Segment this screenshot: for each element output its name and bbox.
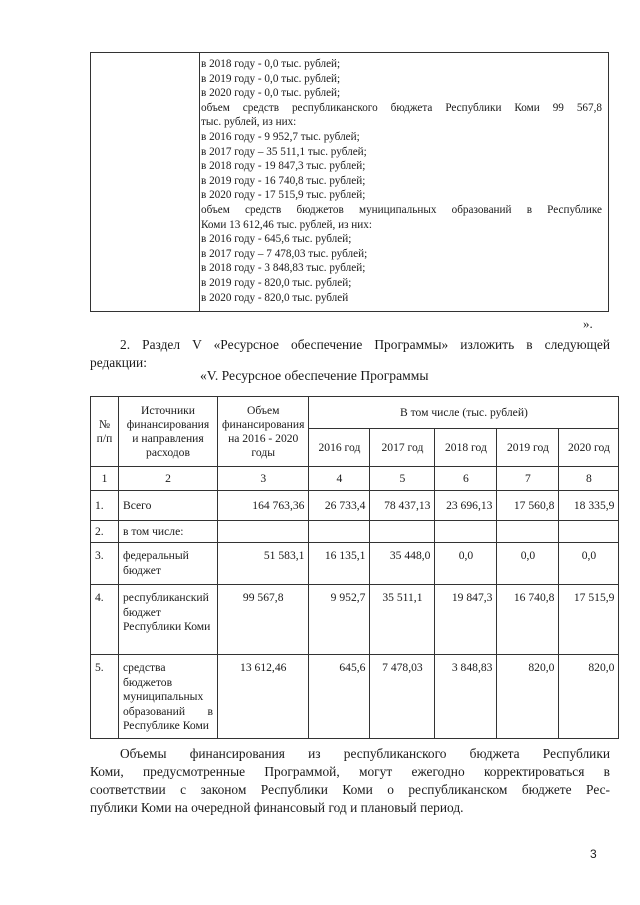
row-total: 13 612,46 xyxy=(218,655,309,739)
row-value: 78 437,13 xyxy=(370,491,435,521)
row-name: Всего xyxy=(119,491,218,521)
col-number: 4 xyxy=(309,467,370,491)
row-value xyxy=(370,521,435,543)
row-value: 19 847,3 xyxy=(435,585,497,655)
funding-line: в 2018 году - 3 848,83 тыс. рублей; xyxy=(201,262,366,275)
passport-table-fragment xyxy=(90,52,609,312)
row-num: 1. xyxy=(91,491,119,521)
row-value: 0,0 xyxy=(497,543,559,585)
funding-line: в 2020 году - 0,0 тыс. рублей; xyxy=(201,87,341,100)
header-year: 2017 год xyxy=(370,429,435,467)
empty-label-cell xyxy=(91,53,200,311)
table-row xyxy=(91,585,619,655)
row-name: средства бюджетов муниципальных образований в Республике Коми xyxy=(119,655,218,739)
closing-paragraph xyxy=(90,745,610,817)
row-value: 18 335,9 xyxy=(559,491,619,521)
funding-line: тыс. рублей, из них: xyxy=(201,116,297,129)
funding-line: Коми 13 612,46 тыс. рублей, из них: xyxy=(201,218,372,231)
col-number: 5 xyxy=(370,467,435,491)
header-total: Объем финансирования на 2016 - 2020 годы xyxy=(218,397,309,467)
row-value: 0,0 xyxy=(435,543,497,585)
funding-line: в 2016 году - 9 952,7 тыс. рублей; xyxy=(201,130,360,143)
table-row xyxy=(91,491,619,521)
funding-line: объем средств бюджетов муниципальных образований в Республике xyxy=(201,203,602,216)
section-title: «V. Ресурсное обеспечение Программы xyxy=(200,368,429,383)
row-num: 3. xyxy=(91,543,119,585)
header-num: № п/п xyxy=(91,397,119,467)
row-value: 16 740,8 xyxy=(497,585,559,655)
row-value: 17 560,8 xyxy=(497,491,559,521)
paragraph-line: Объемы финансирования из республиканского бюджета Республики xyxy=(120,746,610,761)
row-value: 17 515,9 xyxy=(559,585,619,655)
funding-line: в 2019 году - 820,0 тыс. рублей; xyxy=(201,276,352,289)
row-value xyxy=(309,521,370,543)
row-num: 5. xyxy=(91,655,119,739)
funding-details-cell xyxy=(201,57,602,305)
table-row xyxy=(91,521,619,543)
page-number: 3 xyxy=(590,847,597,861)
row-value: 26 733,4 xyxy=(309,491,370,521)
row-total xyxy=(218,521,309,543)
row-total: 99 567,8 xyxy=(218,585,309,655)
funding-line: объем средств республиканского бюджета Республики Коми 99 567,8 xyxy=(201,101,602,114)
row-value: 7 478,03 xyxy=(370,655,435,739)
row-value xyxy=(559,521,619,543)
closing-quote: ». xyxy=(583,316,593,331)
column-number-row xyxy=(91,467,619,491)
funding-line: в 2020 году - 820,0 тыс. рублей xyxy=(201,291,349,304)
row-value xyxy=(497,521,559,543)
paragraph-line: соответствии с законом Республики Коми о республиканском бюджете Рес- xyxy=(90,782,610,797)
row-value: 0,0 xyxy=(559,543,619,585)
paragraph-line: редакции: xyxy=(90,355,147,370)
table-row xyxy=(91,655,619,739)
paragraph-line: 2. Раздел V «Ресурсное обеспечение Программы» изложить в следующей xyxy=(120,337,610,352)
funding-line: в 2016 году - 645,6 тыс. рублей; xyxy=(201,233,352,246)
row-name: федеральный бюджет xyxy=(119,543,218,585)
row-value: 23 696,13 xyxy=(435,491,497,521)
funding-line: в 2020 году - 17 515,9 тыс. рублей; xyxy=(201,189,366,202)
col-number: 3 xyxy=(218,467,309,491)
header-including: В том числе (тыс. рублей) xyxy=(309,397,619,429)
row-value: 3 848,83 xyxy=(435,655,497,739)
col-number: 2 xyxy=(119,467,218,491)
row-value: 820,0 xyxy=(559,655,619,739)
row-value: 16 135,1 xyxy=(309,543,370,585)
amendment-paragraph xyxy=(90,336,610,372)
table-row xyxy=(91,543,619,585)
row-total: 51 583,1 xyxy=(218,543,309,585)
col-number: 1 xyxy=(91,467,119,491)
row-name: в том числе: xyxy=(119,521,218,543)
header-year: 2020 год xyxy=(559,429,619,467)
row-value xyxy=(435,521,497,543)
funding-line: в 2019 году - 0,0 тыс. рублей; xyxy=(201,72,341,85)
row-num: 2. xyxy=(91,521,119,543)
row-value: 35 511,1 xyxy=(370,585,435,655)
paragraph-line: публики Коми на очередной финансовый год и плановый период. xyxy=(90,800,464,815)
row-name: республиканский бюджет Республики Коми xyxy=(119,585,218,655)
funding-line: в 2017 году – 35 511,1 тыс. рублей; xyxy=(201,145,367,158)
funding-line: в 2018 году - 0,0 тыс. рублей; xyxy=(201,58,341,70)
funding-line: в 2018 году - 19 847,3 тыс. рублей; xyxy=(201,160,366,173)
resource-table xyxy=(90,396,619,739)
row-value: 35 448,0 xyxy=(370,543,435,585)
row-total: 164 763,36 xyxy=(218,491,309,521)
funding-line: в 2017 году – 7 478,03 тыс. рублей; xyxy=(201,247,368,260)
row-num: 4. xyxy=(91,585,119,655)
paragraph-line: Коми, предусмотренные Программой, могут ежегодно корректироваться в xyxy=(90,764,610,779)
row-value: 820,0 xyxy=(497,655,559,739)
col-number: 7 xyxy=(497,467,559,491)
funding-line: в 2019 году - 16 740,8 тыс. рублей; xyxy=(201,174,366,187)
header-year: 2019 год xyxy=(497,429,559,467)
col-number: 8 xyxy=(559,467,619,491)
header-year: 2018 год xyxy=(435,429,497,467)
header-source: Источники финансирования и направления расходов xyxy=(119,397,218,467)
row-value: 645,6 xyxy=(309,655,370,739)
header-year: 2016 год xyxy=(309,429,370,467)
row-value: 9 952,7 xyxy=(309,585,370,655)
col-number: 6 xyxy=(435,467,497,491)
